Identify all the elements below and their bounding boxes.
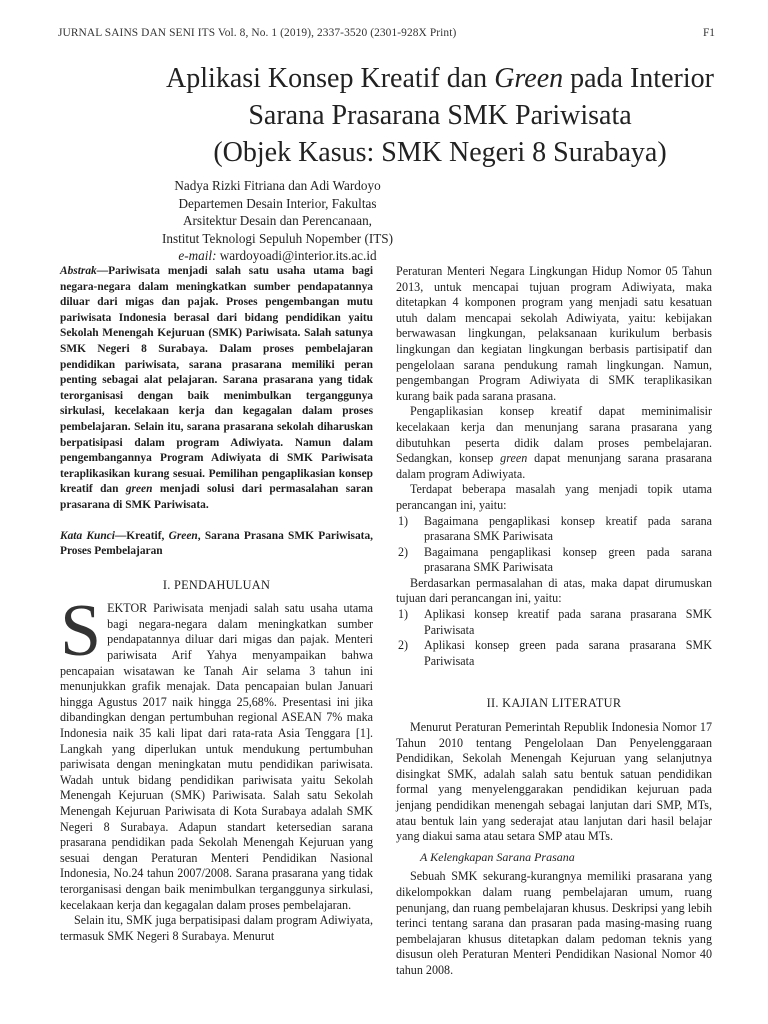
section-heading-kajian-literatur: II. KAJIAN LITERATUR (486, 696, 622, 711)
title-line-1-italic: Green (494, 63, 564, 94)
right-paragraph-2-a: Pengaplikasian konsep kreatif dapat meminimalisir kecelakaan kerja dan menunjang sarana prasarana yang dibutuhkan peserta didik dalam proses pembelajaran. Sedangkan, konsep (396, 404, 712, 466)
running-head: JURNAL SAINS DAN SENI ITS Vol. 8, No. 1 (2019), 2337-3520 (2301-928X Print) (58, 27, 457, 39)
email-label: e-mail: (178, 248, 217, 263)
intro-paragraph-1-text: EKTOR Pariwisata menjadi salah satu usaha utama bagi negara-negara dalam meningkatkan sumber pendapatannya diluar dari migas dan pajak. Menteri pariwisata Arif Yahya menyampaikan bahwa pencapaian wisatawan ke Tanah Air selama 3 tahun ini menunjukkan grafik menajak. Data pencapaian bulan Januari hingga Agustus 2017 naik hingga 25,68%. Presentasi ini jika dibandingkan dengan pertumbuhan regional ASEAN 7% maka Indonesia naik 35 kali lipat dari rata-rata Asia Tenggara [1]. Langkah yang diperlukan untuk mendukung pertumbuhan pariwisata dengan meningkatan mutu pendidikan pariwisata. Wadah untuk bidang pendidikan pariwisata yaitu Sekolah Menengah Kejuruan (SMK) Pariwisata. Salah satu Sekolah Menengah Kejuruan Pariwisata di Kota Surabaya adalah SMK Negeri 8 Surabaya. Adapun standart ketersedian sarana prasarana pendidikan pada Sekolah Menengah Kejuruan yang sesuai dengan Peraturan Menteri Pendidikan Nasional Indonesia, No.24 tahun 2007/2008. Sarana prasarana yang tidak terorganisasi dengan baik menimbulkan terganggunya sirkulasi, kecelakaan kerja dan kegagalan dalam proses pembelajaran. (60, 601, 373, 912)
author-names: Nadya Rizki Fitriana dan Adi Wardoyo (174, 178, 381, 193)
keywords-text-italic: Green (168, 529, 198, 542)
title-line-1-post: pada Interior (563, 63, 714, 94)
list-item-text: Aplikasi konsep kreatif pada sarana prasarana SMK Pariwisata (424, 607, 712, 637)
abstract-text-a: —Pariwisata menjadi salah satu usaha utama bagi negara-negara dalam meningkatkan sumber pendapatannya diluar dari migas dan pajak. Proses pengembangan mutu pariwisata Indonesia berasal dari bidang pendidikan yaitu Sekolah Menengah Kejuruan (SMK) Pariwisata. Salah satunya SMK Negeri 8 Surabaya. Dalam proses pembelajaran pendidikan pariwisata, sarana prasarana memiliki peran penting sebagai alat pelajaran. Sarana prasarana yang tidak terorganisasi dengan baik menimbulkan terganggunya sirkulasi, kecelakaan kerja dan kegagalan dalam proses pembelajaran. Selain itu, sarana prasarana sekolah diharuskan berpatisipasi dalam program Adiwiyata. Namun dalam pengembangannya Program Adiwiyata di SMK Pariwisata teraplikasikan kurang sesuai. Pemilihan pengaplikasian konsep kreatif dan (60, 265, 373, 496)
list-item-text: Bagaimana pengaplikasi konsep green pada sarana prasarana SMK Pariwisata (424, 544, 712, 575)
right-paragraph-2 (396, 404, 712, 482)
right-paragraph-2-b: dapat menunjang sarana prasarana dalam program Adiwiyata. (396, 451, 712, 481)
list-item-number: 2) (398, 638, 409, 653)
list-item (396, 638, 712, 669)
list-item-number: 1) (398, 607, 409, 622)
right-column (396, 264, 712, 979)
title-line-1-pre: Aplikasi Konsep Kreatif dan (166, 63, 495, 94)
intro-paragraph-2: Selain itu, SMK juga berpatisipasi dalam program Adiwiyata, termasuk SMK Negeri 8 Surabaya. Menurut (60, 913, 373, 943)
intro-paragraph-1 (60, 590, 373, 913)
right-paragraph-3: Terdapat beberapa masalah yang menjadi topik utama perancangan ini, yaitu: (396, 482, 712, 512)
problem-list (396, 514, 712, 576)
keywords-text-b: , Sarana Prasana SMK Pariwisata, Proses Pembelajaran (60, 529, 373, 558)
left-column (60, 264, 373, 944)
email-line (150, 247, 405, 265)
right-paragraph-2-italic: green (500, 451, 528, 466)
paper-title (130, 60, 750, 171)
list-item-number: 2) (398, 544, 409, 559)
affiliation-line-3: Institut Teknologi Sepuluh Nopember (ITS) (161, 230, 394, 246)
author-block (150, 177, 405, 265)
subsection-heading-a: A Kelengkapan Sarana Prasana (420, 849, 575, 864)
title-line-3: (Objek Kasus: SMK Negeri 8 Surabaya) (213, 137, 667, 168)
affiliation-line-1: Departemen Desain Interior, Fakultas (178, 195, 377, 211)
list-item-text: Bagaimana pengaplikasi konsep kreatif pada sarana prasarana SMK Pariwisata (424, 513, 712, 544)
page-number: F1 (702, 27, 715, 39)
list-item-text: Aplikasi konsep green pada sarana prasarana SMK Pariwisata (424, 638, 712, 668)
keywords (60, 529, 373, 560)
email-address[interactable]: wardoyoadi@interior.its.ac.id (216, 248, 377, 263)
title-line-1 (130, 60, 750, 97)
drop-cap: S (60, 590, 102, 673)
abstract-text-b: menjadi solusi dari permasalahan saran prasarana di SMK Pariwisata. (60, 483, 373, 511)
right-paragraph-5: Menurut Peraturan Pemerintah Republik Indonesia Nomor 17 Tahun 2010 tentang Pengelolaan Dan Penyelenggaraan Pendidikan, Sekolah Menengah Kejuruan yang selanjutnya disingkat SMK, adalah salah satu bentuk satuan pendidikan formal yang menyelenggarakan pendidikan kejuruan pada jenjang pendidikan menengah sebagai lanjutan dari SMP, MTs, atau bentuk lain yang sederajat atau lanjutan dari hasil belajar yang diakui sama atau setara SMP atau MTs. (396, 720, 712, 844)
title-line-2: Sarana Prasarana SMK Pariwisata (248, 100, 632, 131)
affiliation-line-2: Arsitektur Desain dan Perencanaan, (183, 213, 372, 228)
keywords-label: Kata Kunci (60, 529, 115, 542)
right-paragraph-4: Berdasarkan permasalahan di atas, maka dapat dirumuskan tujuan dari perancangan ini, yaitu: (396, 575, 712, 606)
list-item (396, 514, 712, 545)
abstract-label: Abstrak (60, 265, 97, 277)
section-heading-pendahuluan: I. PENDAHULUAN (162, 577, 271, 592)
abstract (60, 264, 373, 514)
list-item (396, 607, 712, 638)
list-item (396, 545, 712, 576)
list-item-number: 1) (398, 513, 409, 528)
goal-list (396, 607, 712, 669)
right-paragraph-6: Sebuah SMK sekurang-kurangnya memiliki prasarana yang dikelompokkan dalam ruang pembelajaran umum, ruang penunjang, dan ruang pembelajaran khusus. Deskripsi yang lebih terinci tentang sarana dan prasaran pada masing-masing ruang pembelajaran khusus ditetapkan dalam pedoman teknis yang disusun oleh Peraturan Menteri Pendidikan Nasional Nomor 40 tahun 2008. (396, 869, 712, 977)
abstract-text-italic: green (125, 483, 153, 496)
keywords-text-a: —Kreatif, (114, 529, 169, 542)
right-paragraph-1: Peraturan Menteri Negara Lingkungan Hidup Nomor 05 Tahun 2013, untuk mencapai tujuan program Adiwiyata, maka ditetapkan 4 komponen program yang menjadi satu kesatuan utuh dalam mencapai sekolah Adiwiyata, yaitu: kebijakan berwawasan lingkungan, pelaksanaan kurikulum berbasis lingkungan dan kegiatan lingkungan berbasis partisipatif dan pengelolaan sarana pendukung ramah lingkungan. Namun, pengembangan Program Adiwiyata di SMK teraplikasikan kurang baik pada sarana prasana. (396, 264, 712, 403)
